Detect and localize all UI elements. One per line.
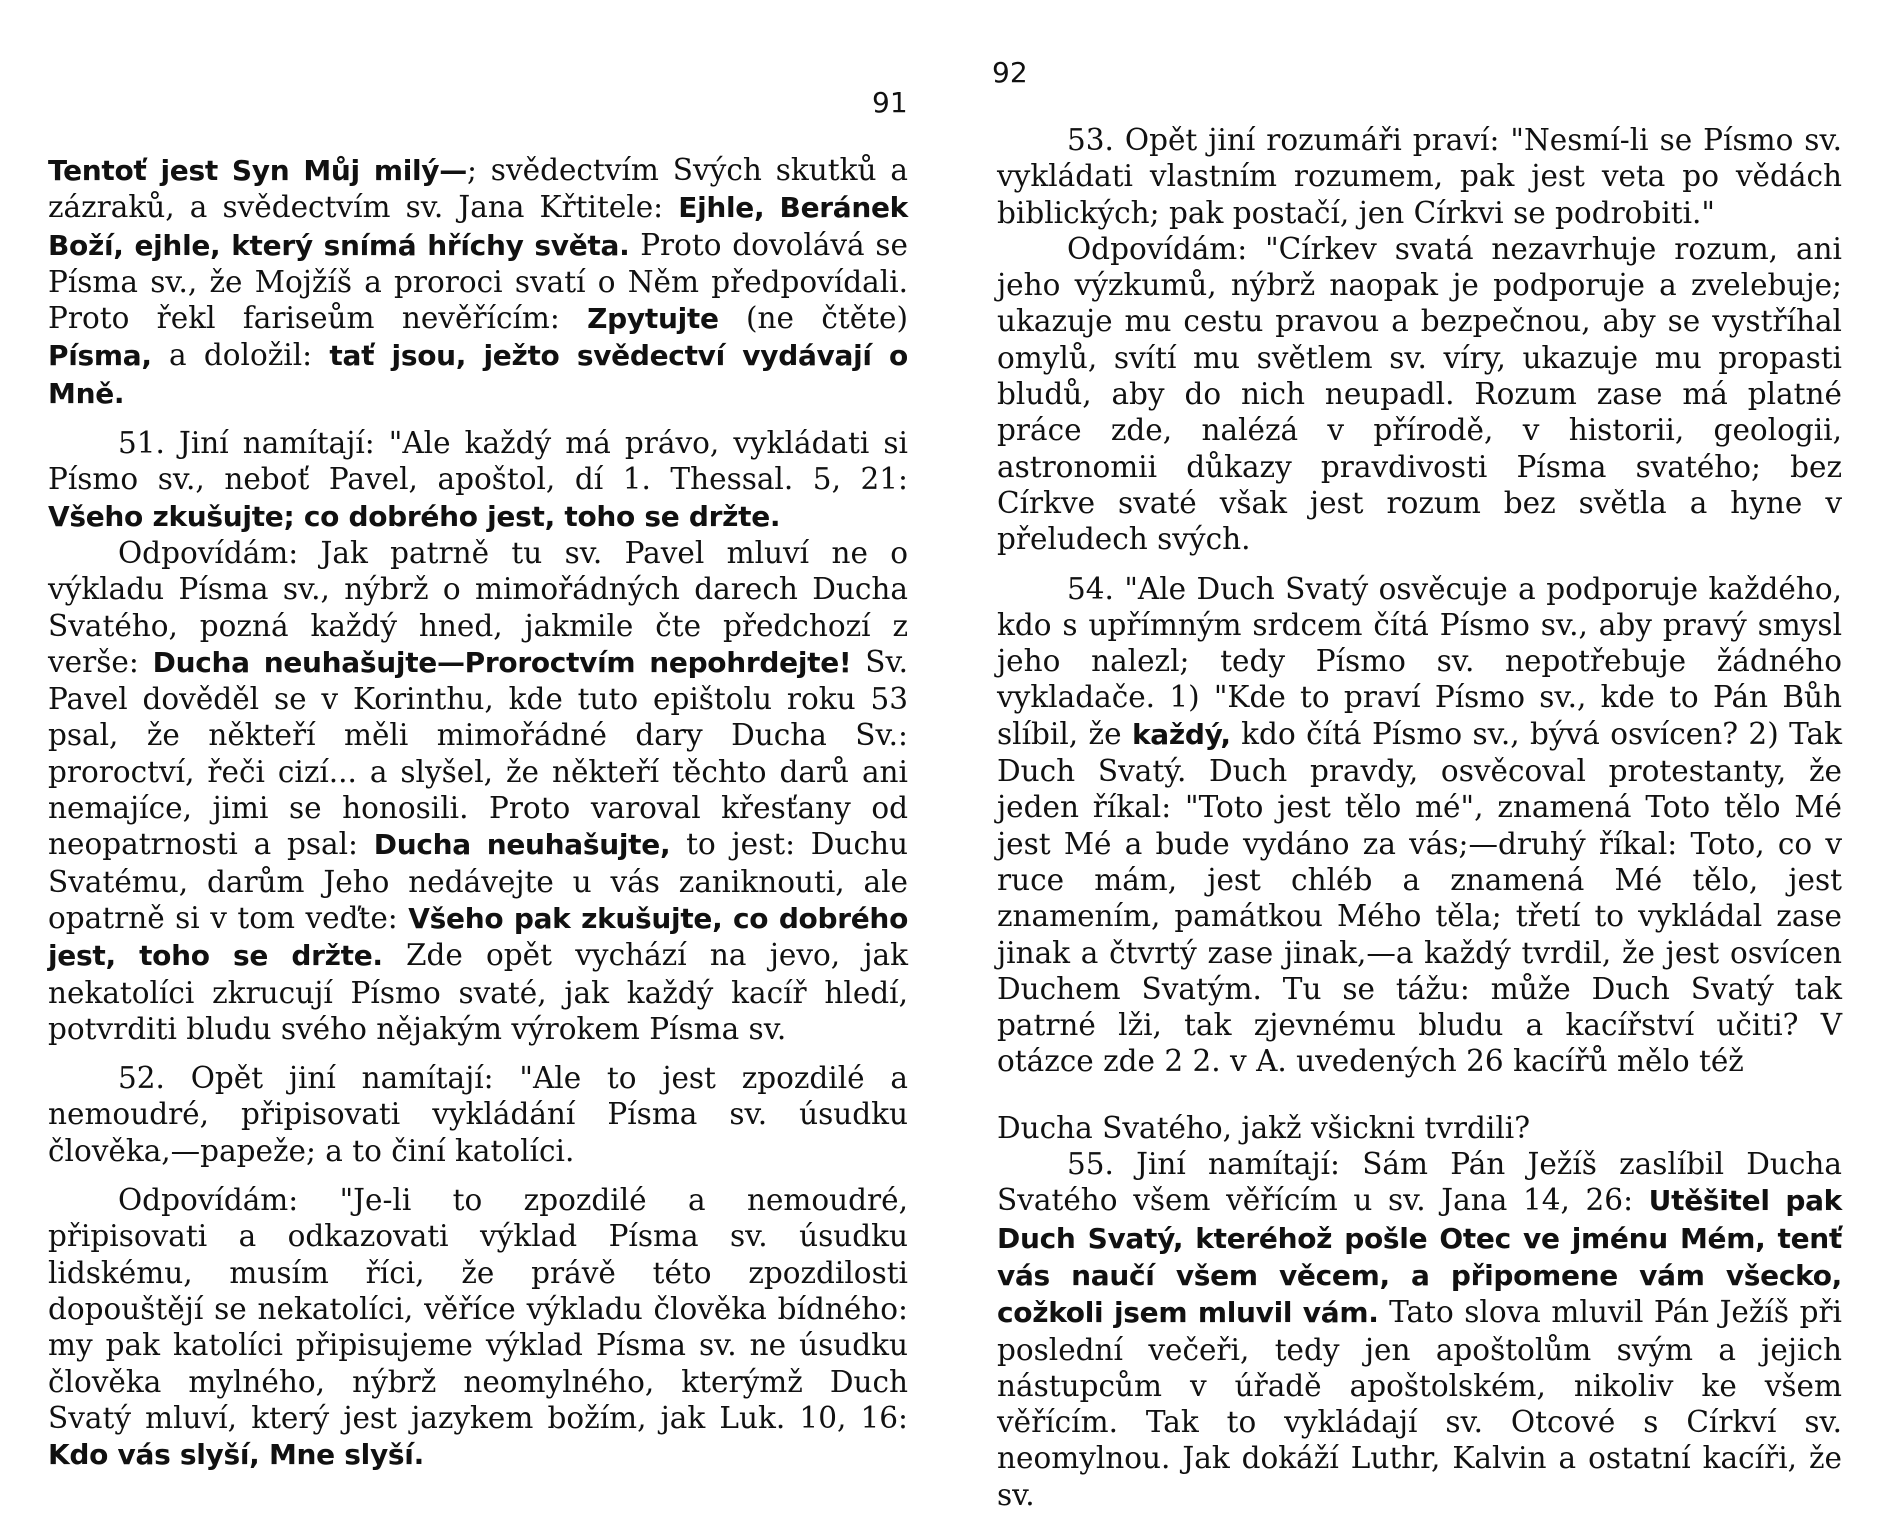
- paragraph: [48, 152, 908, 412]
- text-run: Sv. Pavel dověděl se v Korinthu, kde tuto epištolu roku 53 psal, že někteří měli mimořádné dary Ducha Sv.: proroctví, řeči cizí... a slyšel, že někteří těchto darů ani nemajíce, jimi se honosili. Proto varoval křesťany od neopatrnosti a psal:: [48, 644, 909, 862]
- bold-quote: Zpytujte: [587, 302, 719, 336]
- paragraph: [997, 231, 1842, 558]
- right-page: [947, 0, 1894, 1512]
- text-run: Ducha Svatého, jakž všickni tvrdili?: [997, 1110, 1531, 1145]
- page-number-right: 92: [992, 56, 1028, 89]
- paragraph: [48, 425, 908, 535]
- paragraph: [997, 122, 1842, 231]
- left-page: [0, 0, 947, 1500]
- text-run: (ne čtěte): [718, 301, 908, 336]
- paragraph: [997, 571, 1842, 1080]
- bold-quote: Ejhle, Beránek Boží, ejhle, který snímá hříchy světa.: [48, 191, 909, 262]
- text-run: Zde opět vychází na jevo, jak nekatolíci zkrucují Písmo svaté, jak každý kacíř hledí, potvrditi bludu svého nějakým výrokem Písma sv.: [48, 938, 908, 1046]
- text-run: 54. "Ale Duch Svatý osvěcuje a podporuje každého, kdo s upřímným srdcem čítá Písmo sv., aby pravý smysl jeho nalezl; tedy Písmo sv. nepotřebuje žádného vykladače. 1) "Kde to praví Písmo sv., kde to Pán Bůh slíbil, že: [997, 571, 1842, 751]
- bold-quote: Všeho zkušujte; co dobrého jest, toho se držte.: [48, 499, 781, 533]
- bold-quote: Utěšitel pak Duch Svatý, kteréhož pošle Otec ve jménu Mém, tenť vás naučí všem věcem, a připomene vám všecko, cožkoli jsem mluvil vám.: [997, 1184, 1843, 1330]
- text-run: kdo čítá Písmo sv., bývá osvícen? 2) Tak Duch Svatý. Duch pravdy, osvěcoval protestanty, že jeden říkal: "Toto jest tělo mé", znamená Toto tělo Mé jest Mé a bude vydáno za vás;—druhý říkal: Toto, co v ruce mám, jest chléb a znamená Mé tělo, jest znamením, památkou Mého těla; třetí to vykládal zase jinak a čtvrtý zase jinak,—a každý tvrdil, že jest osvícen Duchem Svatým. Tu se tážu: může Duch Svatý tak patrné lži, tak zjevnému bludu a kacířství učiti? V otázce zde 2 2. v A. uvedených 26 kacířů mělo též: [997, 716, 1842, 1079]
- paragraph: [48, 1060, 908, 1169]
- text-run: Odpovídám: "Je-li to zpozdilé a nemoudré, připisovati a odkazovati výklad Písma sv. úsudku lidskému, musím říci, že právě této zpozdilosti dopouštějí se nekatolíci, věříce výkladu člověka bídného: my pak katolíci připisujeme výklad Písma sv. ne úsudku člověka mylného, nýbrž neomylného, kterýmž Duch Svatý mluví, který jest jazykem božím, jak Luk. 10, 16:: [48, 1183, 908, 1435]
- text-run: 53. Opět jiní rozumáři praví: "Nesmí-li se Písmo sv. vykládati vlastním rozumem, pak jest veta po vědách biblických; pak postačí, jen Církvi se podrobiti.": [997, 123, 1842, 230]
- bold-quote: Písma,: [48, 339, 152, 373]
- text-run: Odpovídám: "Církev svatá nezavrhuje rozum, ani jeho výzkumů, nýbrž naopak je podporuje a zvelebuje; ukazuje mu cestu pravou a bezpečnou, aby se vystříhal omylů, svítí mu světlem sv. víry, ukazuje mu propasti bludů, aby do nich neupadl. Rozum zase má platné práce zde, nalézá v přírodě, v historii, geologii, astronomii důkazy pravdivosti Písma svatého; bez Církve svaté však jest rozum bez světla a hyne v přeludech svých.: [997, 231, 1842, 557]
- bold-quote: Všeho pak zkušujte, co dobrého jest, toho se držte.: [48, 901, 909, 973]
- text-run: Tato slova mluvil Pán Ježíš při poslední večeři, tedy jen apoštolům svým a jejich nástupcům v úřadě apoštolském, nikoliv ke všem věřícím. Tak to vykládají sv. Otcové s Církví sv. neomylnou. Jak dokáží Luthr, Kalvin a ostatní kacíři, že sv.: [997, 1295, 1842, 1512]
- right-page-body: [997, 122, 1842, 1513]
- text-run: ; svědectvím Svých skutků a zázraků, a svědectvím sv. Jana Křtitele:: [48, 153, 908, 225]
- paragraph: [48, 1182, 908, 1473]
- text-run: 51. Jiní namítají: "Ale každý má právo, vykládati si Písmo sv., neboť Pavel, apoštol, dí 1. Thessal. 5, 21:: [48, 426, 908, 497]
- bold-quote: Ducha neuhašujte—Proroctvím nepohrdejte!: [152, 645, 852, 679]
- bold-quote: každý,: [1131, 717, 1231, 751]
- page-number-left: 91: [872, 86, 908, 119]
- text-run: a doložil:: [151, 338, 330, 373]
- text-run: to jest: Duchu Svatému, darům Jeho nedávejte u vás zaniknouti, ale opatrně si v tom veďte:: [48, 827, 908, 935]
- paragraph: [997, 1146, 1842, 1513]
- text-run: 52. Opět jiní namítají: "Ale to jest zpozdilé a nemoudré, připisovati vykládání Písma sv. úsudku člověka,—papeže; a to činí katolíci.: [48, 1061, 908, 1168]
- text-run: Odpovídám: Jak patrně tu sv. Pavel mluví ne o výkladu Písma sv., nýbrž o mimořádných darech Ducha Svatého, pozná každý hned, jakmile čte předchozí z verše:: [48, 535, 908, 679]
- text-run: Proto dovolává se Písma sv., že Mojžíš a proroci svatí o Něm předpovídali. Proto řekl fariseům nevěřícím:: [48, 227, 908, 336]
- bold-quote: Ducha neuhašujte,: [373, 828, 671, 862]
- left-page-body: [48, 152, 908, 1473]
- text-run: 55. Jiní namítají: Sám Pán Ježíš zaslíbil Ducha Svatého všem věřícím u sv. Jana 14, 26:: [997, 1147, 1842, 1218]
- paragraph: [48, 535, 908, 1047]
- paragraph: [997, 1110, 1842, 1146]
- bold-quote: Tentoť jest Syn Můj milý—: [48, 154, 467, 187]
- bold-quote: Kdo vás slyší, Mne slyší.: [48, 1438, 424, 1472]
- bold-quote: tať jsou, ježto svědectví vydávají o Mně.: [48, 339, 908, 410]
